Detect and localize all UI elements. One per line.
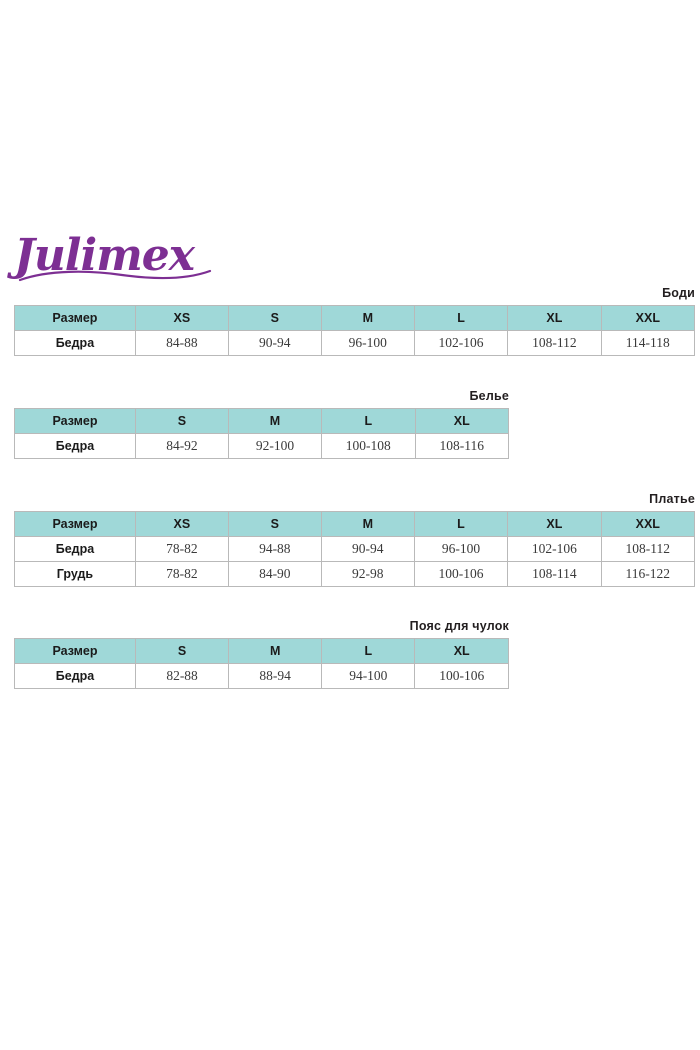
column-header: L [414,512,507,537]
row-header: Бедра [15,537,136,562]
column-header: Размер [15,512,136,537]
table-title-body: Боди [662,286,695,300]
table-cell: 96-100 [321,331,414,356]
table-row [15,434,509,459]
table-row [15,562,695,587]
table-title-lingerie: Белье [469,389,509,403]
column-header: Размер [15,409,136,434]
size-table-garter-belt [14,638,509,689]
table-cell: 78-82 [135,562,228,587]
table-block-garter-belt [14,619,509,689]
table-cell: 108-112 [508,331,601,356]
table-cell: 94-88 [228,537,321,562]
column-header: Размер [15,306,136,331]
brand-logo [14,228,234,290]
brand-logo-text: Julimex [14,230,195,281]
column-header: M [321,306,414,331]
column-header: XL [415,409,508,434]
size-table-body [14,305,695,356]
table-cell: 84-88 [135,331,228,356]
size-table-lingerie [14,408,509,459]
table-cell: 108-116 [415,434,508,459]
table-cell: 90-94 [228,331,321,356]
table-block-body [14,286,695,356]
column-header: M [321,512,414,537]
table-cell: 96-100 [414,537,507,562]
table-cell: 88-94 [229,664,322,689]
size-table-dress [14,511,695,587]
column-header: L [414,306,507,331]
table-header-row [15,306,695,331]
table-cell: 92-100 [228,434,321,459]
column-header: XS [135,512,228,537]
table-title-dress: Платье [649,492,695,506]
table-cell: 82-88 [136,664,229,689]
column-header: S [135,409,228,434]
table-row [15,664,509,689]
table-header-row [15,512,695,537]
table-cell: 108-112 [601,537,694,562]
row-header: Бедра [15,331,136,356]
table-cell: 108-114 [508,562,601,587]
table-cell: 116-122 [601,562,694,587]
column-header: L [322,639,415,664]
table-header-row [15,639,509,664]
table-block-lingerie [14,389,509,459]
column-header: M [229,639,322,664]
table-cell: 100-106 [414,562,507,587]
table-cell: 94-100 [322,664,415,689]
row-header: Бедра [15,434,136,459]
column-header: XXL [601,306,694,331]
table-cell: 84-92 [135,434,228,459]
row-header: Бедра [15,664,136,689]
table-cell: 100-106 [415,664,509,689]
column-header: XL [415,639,509,664]
column-header: S [136,639,229,664]
column-header: XL [508,306,601,331]
column-header: Размер [15,639,136,664]
table-title-garter-belt: Пояс для чулок [409,619,509,633]
table-cell: 100-108 [322,434,415,459]
column-header: L [322,409,415,434]
table-cell: 84-90 [228,562,321,587]
table-header-row [15,409,509,434]
table-cell: 92-98 [321,562,414,587]
column-header: M [228,409,321,434]
table-block-dress [14,492,695,587]
table-cell: 102-106 [414,331,507,356]
column-header: S [228,512,321,537]
table-cell: 90-94 [321,537,414,562]
column-header: XS [135,306,228,331]
table-row [15,331,695,356]
column-header: XXL [601,512,694,537]
table-cell: 102-106 [508,537,601,562]
column-header: S [228,306,321,331]
row-header: Грудь [15,562,136,587]
table-cell: 78-82 [135,537,228,562]
table-row [15,537,695,562]
column-header: XL [508,512,601,537]
table-cell: 114-118 [601,331,694,356]
